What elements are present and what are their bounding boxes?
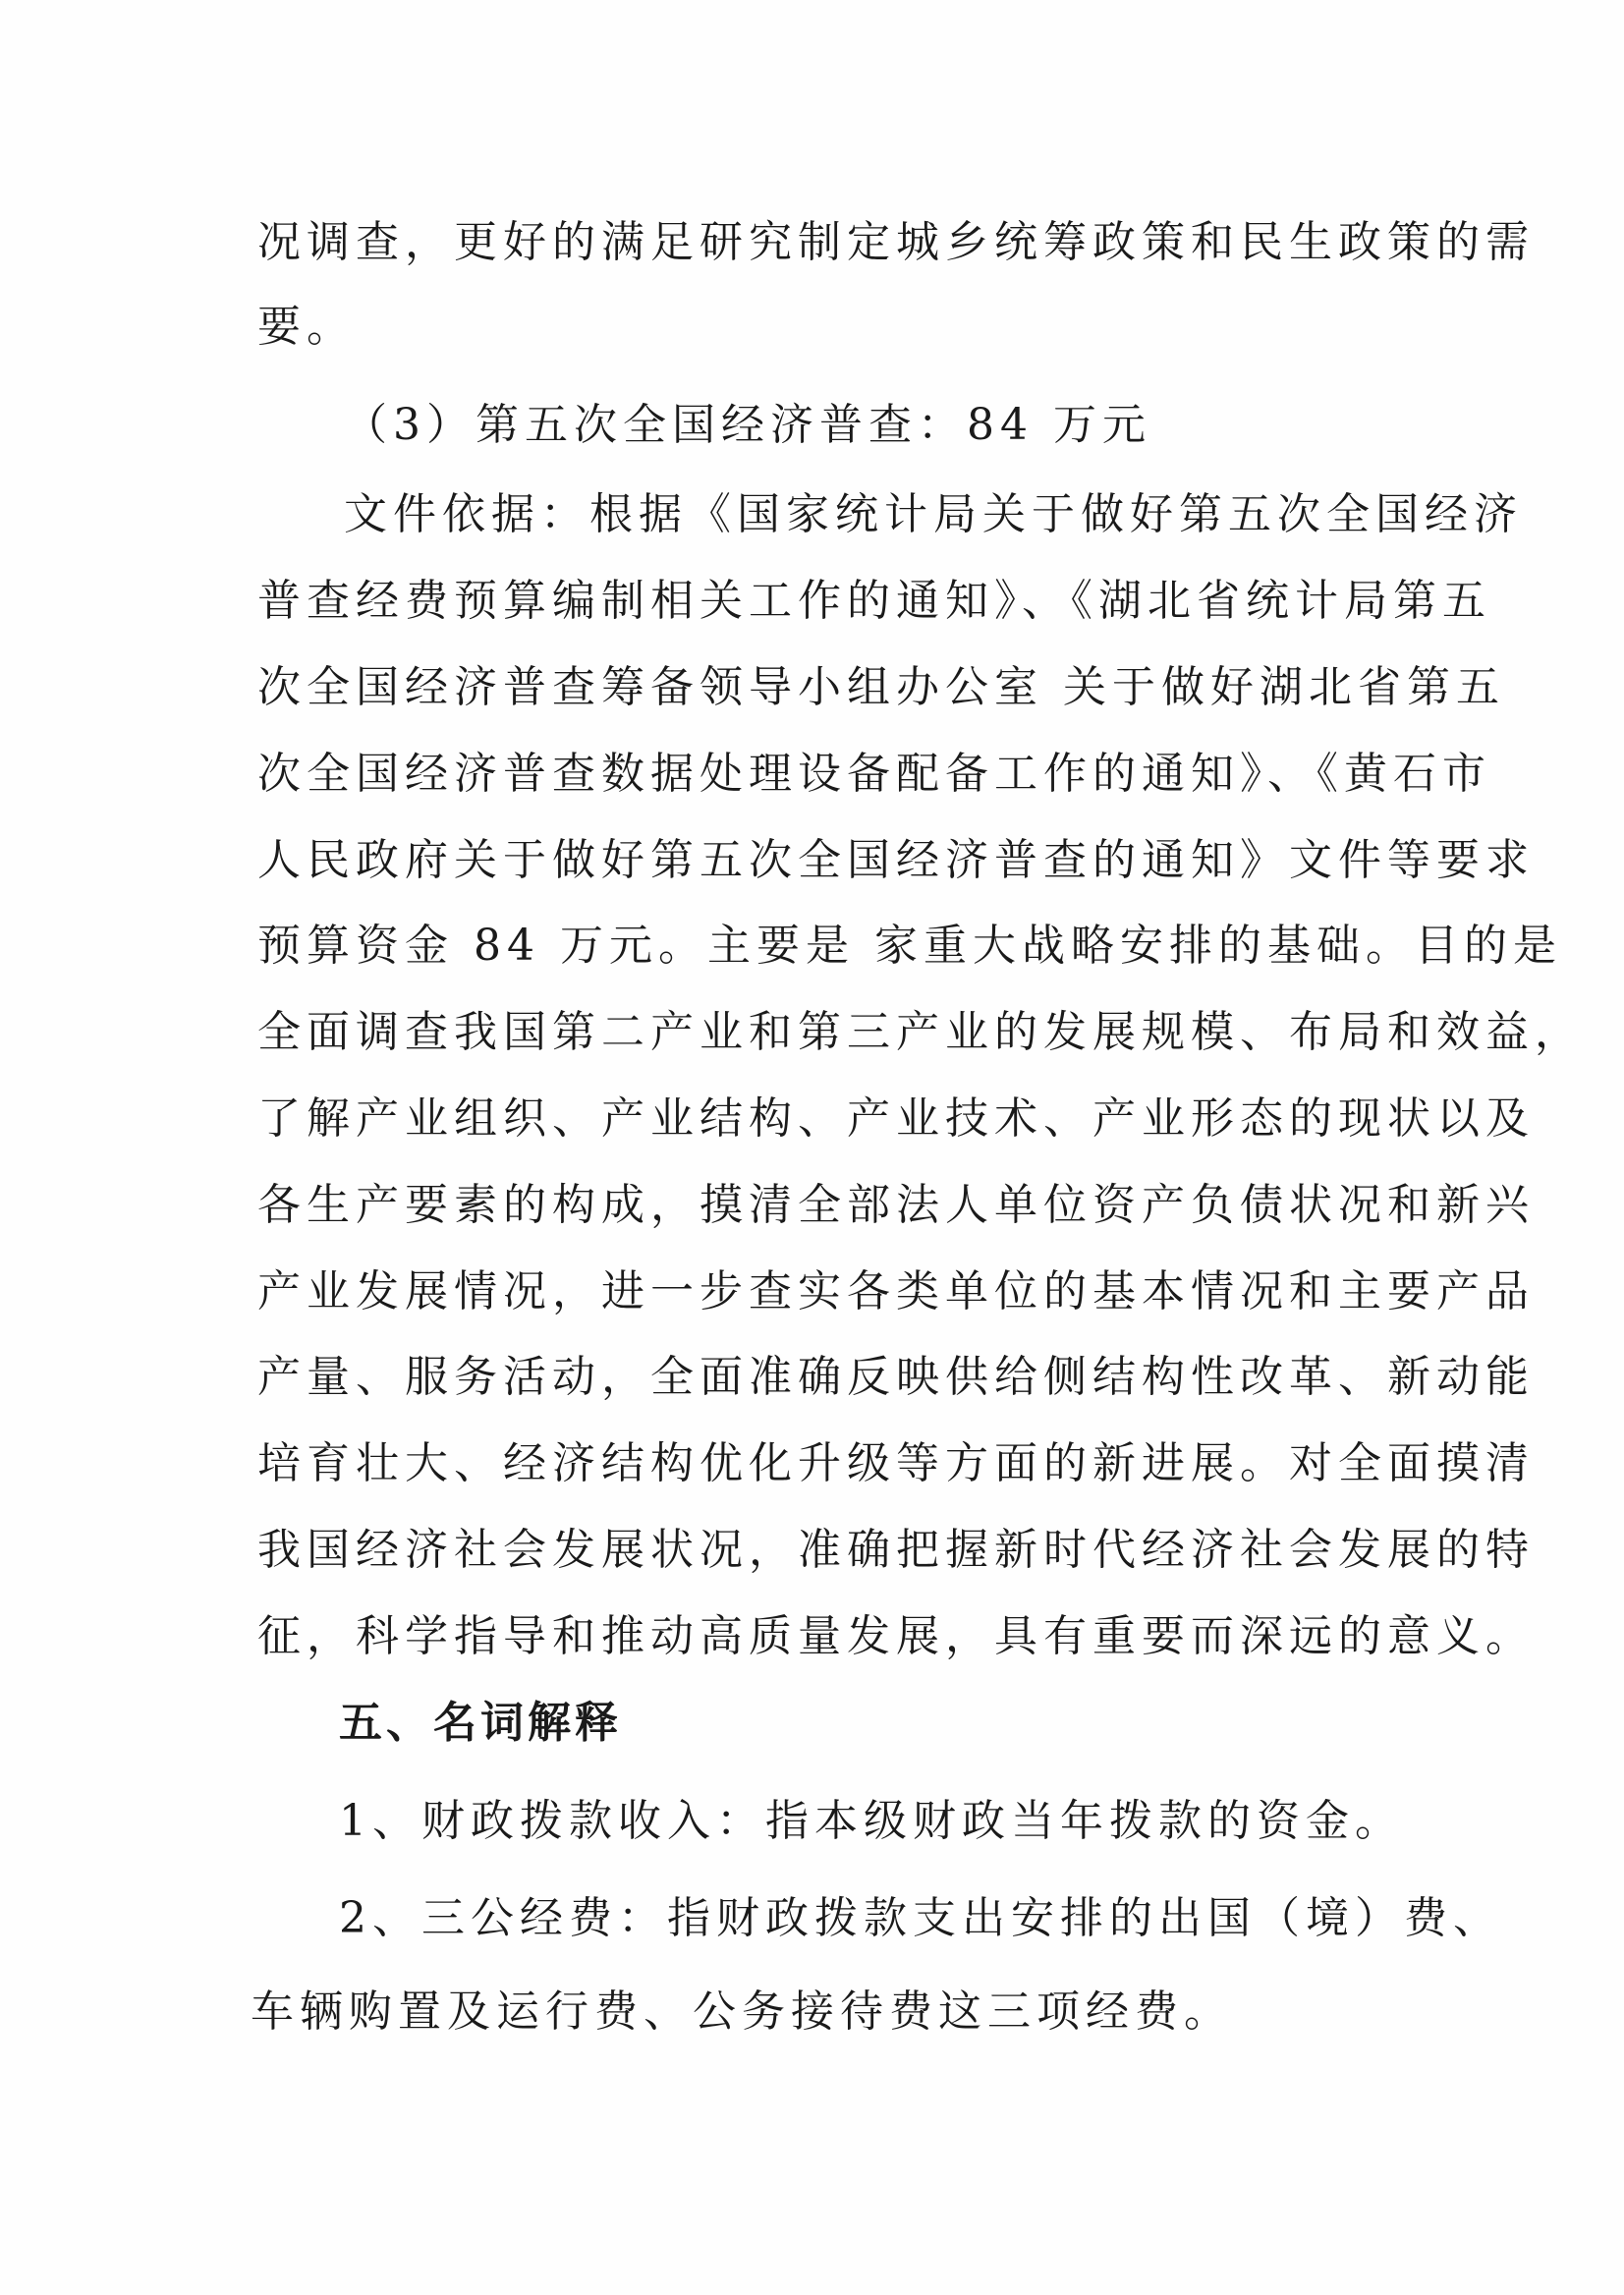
text-line: 预算资金 84 万元。主要是 家重大战略安排的基础。目的是	[257, 921, 1562, 971]
text-line: 况调查，更好的满足研究制定城乡统筹政策和民生政策的需	[257, 217, 1535, 267]
text-line: 了解产业组织、产业结构、产业技术、产业形态的现状以及	[257, 1093, 1535, 1144]
definition-1: 1、财政拨款收入：指本级财政当年拨款的资金。	[339, 1796, 1404, 1846]
definition-2: 2、三公经费：指财政拨款支出安排的出国（境）费、	[339, 1893, 1502, 1943]
section-heading: 五、名词解释	[339, 1698, 622, 1748]
text-line: 各生产要素的构成，摸清全部法人单位资产负债状况和新兴	[257, 1180, 1535, 1230]
text-line: 次全国经济普查数据处理设备配备工作的通知》、《黄石市	[257, 749, 1491, 799]
text-line: 次全国经济普查筹备领导小组办公室 关于做好湖北省第五	[257, 662, 1505, 712]
text-line: 全面调查我国第二产业和第三产业的发展规模、布局和效益，	[257, 1007, 1584, 1057]
subsection-heading: （3）第五次全国经济普查：84 万元	[344, 400, 1151, 450]
text-line: 车辆购置及运行费、公务接待费这三项经费。	[251, 1987, 1233, 2037]
text-line: 文件依据：根据《国家统计局关于做好第五次全国经济	[344, 489, 1523, 539]
text-line: 产量、服务活动，全面准确反映供给侧结构性改革、新动能	[257, 1352, 1535, 1402]
text-line: 产业发展情况，进一步查实各类单位的基本情况和主要产品	[257, 1266, 1535, 1316]
text-line: 普查经费预算编制相关工作的通知》、《湖北省统计局第五	[257, 576, 1491, 626]
text-line: 培育壮大、经济结构优化升级等方面的新进展。对全面摸清	[257, 1438, 1535, 1488]
text-line: 我国经济社会发展状况，准确把握新时代经济社会发展的特	[257, 1525, 1535, 1575]
text-line: 征，科学指导和推动高质量发展，具有重要而深远的意义。	[257, 1611, 1535, 1661]
text-line: 人民政府关于做好第五次全国经济普查的通知》文件等要求	[257, 835, 1535, 885]
text-line: 要。	[257, 302, 356, 352]
